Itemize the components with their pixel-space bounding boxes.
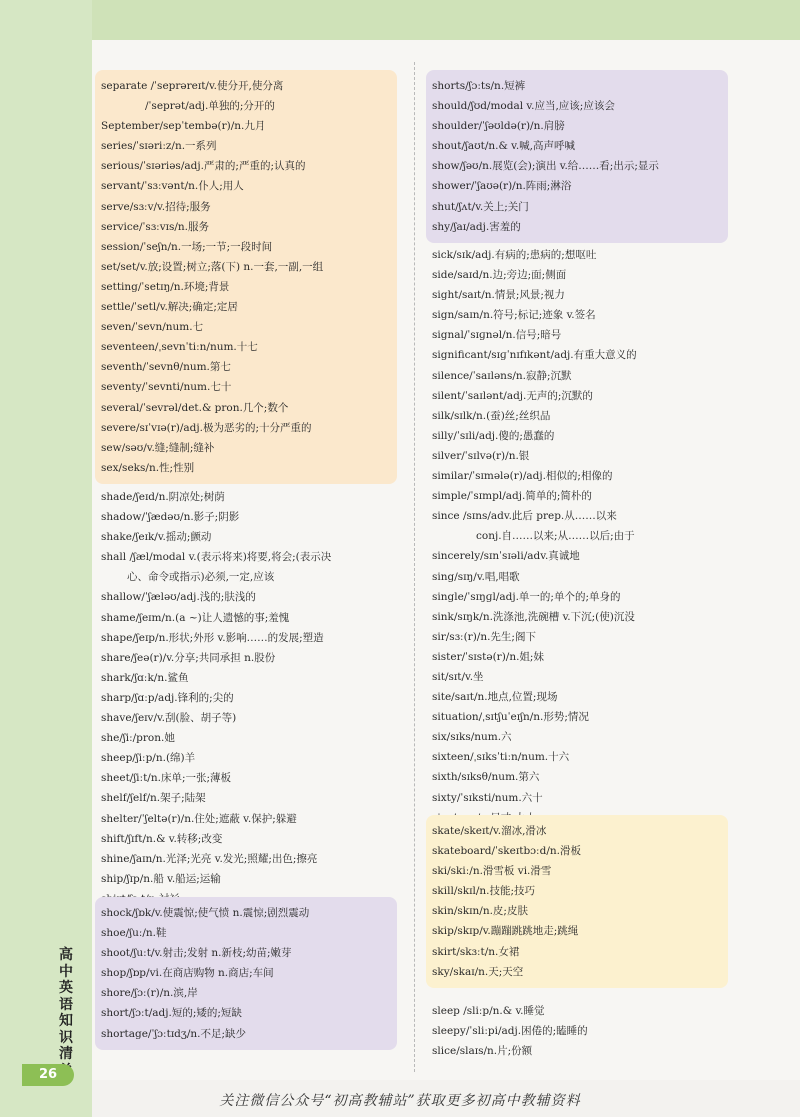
vocab-entry: significant/sɪɡˈnɪfɪkənt/adj.有重大意义的 [432,349,637,362]
vocab-entry: setting/ˈsetɪŋ/n.环境;背景 [101,280,230,293]
vocab-entry: shelter/ˈʃeltə(r)/n.住处;遮蔽 v.保护;躲避 [101,812,297,825]
vocab-entry: sincerely/sɪnˈsɪəli/adv.真诚地 [432,550,580,563]
vocab-entry: skate/skeɪt/v.溜冰,滑冰 [432,825,547,837]
vocab-entry: several/ˈsevrəl/det.& pron.几个;数个 [101,401,289,414]
vocab-entry: silent/ˈsaɪlənt/adj.无声的;沉默的 [432,389,593,402]
vocab-entry: should/ʃʊd/modal v.应当,应该;应该会 [432,100,615,113]
vocab-entry: seventh/ˈsevnθ/num.第七 [101,361,231,374]
vocab-entry: series/ˈsɪəriːz/n.一系列 [101,140,217,153]
vocab-entry: seven/ˈsevn/num.七 [101,321,204,334]
vocab-entry: sit/sɪt/v.坐 [432,670,484,683]
vocab-entry: seventy/ˈsevnti/num.七十 [101,381,232,394]
entry-group-purple [95,897,397,1050]
vocab-entry: she/ʃiː/pron.她 [101,732,175,745]
vocab-entry: show/ʃəʊ/n.展览(会);演出 v.给……看;出示;显示 [432,160,659,173]
vocab-entry: sister/ˈsɪstə(r)/n.姐;妹 [432,650,544,663]
vocab-entry: sing/sɪŋ/v.唱,唱歌 [432,570,520,583]
entry-group-purple [426,70,728,243]
vocab-entry: six/sɪks/num.六 [432,731,512,744]
vocab-entry: service/ˈsɜːvɪs/n.服务 [101,220,210,233]
vocab-entry: shower/ˈʃaʊə(r)/n.阵雨;淋浴 [432,180,572,193]
vocab-entry: shock/ʃɒk/v.使震惊;使气愤 n.震惊;剧烈震动 [101,907,310,919]
vocab-entry: shorts/ʃɔːts/n.短裤 [432,80,526,92]
vocab-entry: sheep/ʃiːp/n.(绵)羊 [101,752,196,765]
vocab-entry: serve/sɜːv/v.招待;服务 [101,200,211,213]
vocab-entry: servant/ˈsɜːvənt/n.仆人;用人 [101,180,244,193]
vocab-entry: silk/sɪlk/n.(蚕)丝;丝织品 [432,409,551,422]
entry-group-plain [426,995,728,1067]
vocab-entry: simple/ˈsɪmpl/adj.简单的;简朴的 [432,490,592,503]
vocab-entry: sew/səʊ/v.缝;缝制;缝补 [101,441,215,454]
vocab-entry: slice/slaɪs/n.片;份额 [432,1045,533,1058]
vocab-entry: ship/ʃɪp/n.船 v.船运;运输 [101,872,221,885]
vocab-entry: skip/skɪp/v.蹦蹦跳跳地走;跳绳 [432,925,579,938]
vocab-entry: shout/ʃaʊt/n.& v.喊,高声呼喊 [432,140,576,153]
vocab-entry: shave/ʃeɪv/v.刮(脸、胡子等) [101,712,237,725]
vocab-entry: skill/skɪl/n.技能;技巧 [432,885,536,898]
vocab-entry: skin/skɪn/n.皮;皮肤 [432,905,528,918]
vocab-entry: silly/ˈsɪli/adj.傻的;愚蠢的 [432,429,555,442]
vocab-entry: sex/seks/n.性;性别 [101,461,195,474]
vocab-entry: skateboard/ˈskeɪtbɔːd/n.滑板 [432,845,581,858]
vocab-entry: sight/saɪt/n.情景;风景;视力 [432,289,565,302]
vocab-entry: shelf/ʃelf/n.架子;陆架 [101,792,206,805]
vocab-entry: sixty/ˈsɪksti/num.六十 [432,791,543,804]
vocab-entry: settle/ˈsetl/v.解决;确定;定居 [101,301,238,314]
vocab-entry: shoe/ʃuː/n.鞋 [101,927,167,940]
vocabulary-page [92,40,800,1080]
vocab-entry: shadow/ˈʃædəʊ/n.影子;阴影 [101,511,240,524]
vocab-entry: sign/saɪn/n.符号;标记;迹象 v.签名 [432,309,596,322]
vocab-entry: shame/ʃeɪm/n.(a ~)让人遗憾的事;羞愧 [101,611,290,624]
vocab-entry: shut/ʃʌt/v.关上;关门 [432,200,529,213]
vocab-entry: signal/ˈsɪɡnəl/n.信号;暗号 [432,329,562,342]
vocab-entry: shape/ʃeɪp/n.形状;外形 v.影响……的发展;塑造 [101,631,324,644]
vocab-entry: sleep /sliːp/n.& v.睡觉 [432,1005,545,1017]
footer-note: 关注微信公众号“初高教辅站”获取更多初高中教辅资料 [219,1093,581,1109]
vocab-entry: since /sɪns/adv.此后 prep.从……以来 [432,510,617,523]
entry-group-orange [95,70,397,484]
vocab-entry: sixteen/ˌsɪksˈtiːn/num.十六 [432,751,570,764]
top-color-band [0,0,800,40]
entry-group-plain [426,239,728,834]
vocab-entry: site/saɪt/n.地点,位置;现场 [432,691,558,704]
vocab-entry: silence/ˈsaɪləns/n.寂静;沉默 [432,369,572,382]
vocab-entry: shallow/ˈʃæləʊ/adj.浅的;肤浅的 [101,591,256,604]
vocab-entry: short/ʃɔːt/adj.短的;矮的;短缺 [101,1007,242,1020]
vocab-entry: share/ʃeə(r)/v.分享;共同承担 n.股份 [101,651,276,664]
vocab-entry: conj.自……以来;从……以后;由于 [476,530,635,543]
vocab-entry: shade/ʃeɪd/n.阴凉处;树荫 [101,491,225,503]
vocab-entry: shore/ʃɔː(r)/n.滨,岸 [101,987,198,1000]
vocab-entry: sheet/ʃiːt/n.床单;一张;薄板 [101,772,232,785]
vocab-entry: shoulder/ˈʃəʊldə(r)/n.肩膀 [432,120,565,133]
vocab-entry: sick/sɪk/adj.有病的;患病的;想呕吐 [432,249,597,261]
vocab-entry: September/sepˈtembə(r)/n.九月 [101,120,266,133]
vocab-entry: 心、命令或指示)必须,一定,应该 [127,571,275,584]
entry-group-plain [95,481,397,915]
vocab-entry: shy/ʃaɪ/adj.害羞的 [432,220,521,233]
vocab-entry: separate /ˈseprəreɪt/v.使分开,使分离 [101,80,284,92]
vocab-entry: sixth/sɪksθ/num.第六 [432,771,540,784]
vocab-entry: situation/ˌsɪtʃuˈeɪʃn/n.形势;情况 [432,711,589,724]
page-number: 26 [22,1064,74,1086]
vocab-entry: shoot/ʃuːt/v.射击;发射 n.新枝;幼苗;嫩芽 [101,947,292,960]
vocab-entry: sink/sɪŋk/n.洗涤池,洗碗槽 v.下沉;(使)沉没 [432,610,635,623]
vocab-entry: shop/ʃɒp/vi.在商店购物 n.商店;车间 [101,967,274,980]
vocab-entry: severe/sɪˈvɪə(r)/adj.极为恶劣的;十分严重的 [101,421,312,434]
column-divider [414,62,415,1072]
left-margin-strip [0,0,92,1117]
vocab-entry: ski/skiː/n.滑雪板 vi.滑雪 [432,865,552,878]
vocab-entry: shortage/ˈʃɔːtɪdʒ/n.不足;缺少 [101,1027,247,1040]
vocab-entry: sharp/ʃɑːp/adj.锋利的;尖的 [101,691,234,704]
entry-group-yellow [426,815,728,988]
vocab-entry: shark/ʃɑːk/n.鲨鱼 [101,671,189,684]
vocab-entry: shift/ʃɪft/n.& v.转移;改变 [101,832,223,845]
vocab-entry: shine/ʃaɪn/n.光泽;光亮 v.发光;照耀;出色;擦亮 [101,852,318,865]
vocab-entry: seventeen/ˌsevnˈtiːn/num.十七 [101,341,258,354]
vocab-entry: set/set/v.放;设置;树立;落(下) n.一套,一副,一组 [101,260,324,273]
vocab-entry: sky/skaɪ/n.天;天空 [432,965,524,978]
vocab-entry: serious/ˈsɪəriəs/adj.严肃的;严重的;认真的 [101,160,306,173]
vocab-entry: shake/ʃeɪk/v.摇动;颤动 [101,531,212,544]
vocab-entry: sleepy/ˈsliːpi/adj.困倦的;瞌睡的 [432,1025,588,1038]
vocab-entry: /ˈseprət/adj.单独的;分开的 [145,100,275,113]
vocab-entry: similar/ˈsɪmələ(r)/adj.相似的;相像的 [432,470,613,483]
vocab-entry: silver/ˈsɪlvə(r)/n.银 [432,449,530,462]
vocab-entry: side/saɪd/n.边;旁边;面;侧面 [432,269,567,282]
vocab-entry: shall /ʃæl/modal v.(表示将来)将要,将会;(表示决 [101,551,332,564]
side-title: 高中英语知识清 [59,947,73,1062]
vocab-entry: skirt/skɜːt/n.女裙 [432,945,520,958]
vocab-entry: session/ˈseʃn/n.一场;一节;一段时间 [101,240,273,253]
vocab-entry: single/ˈsɪŋɡl/adj.单一的;单个的;单身的 [432,590,621,603]
vocab-entry: sir/sɜː(r)/n.先生;阁下 [432,630,536,643]
